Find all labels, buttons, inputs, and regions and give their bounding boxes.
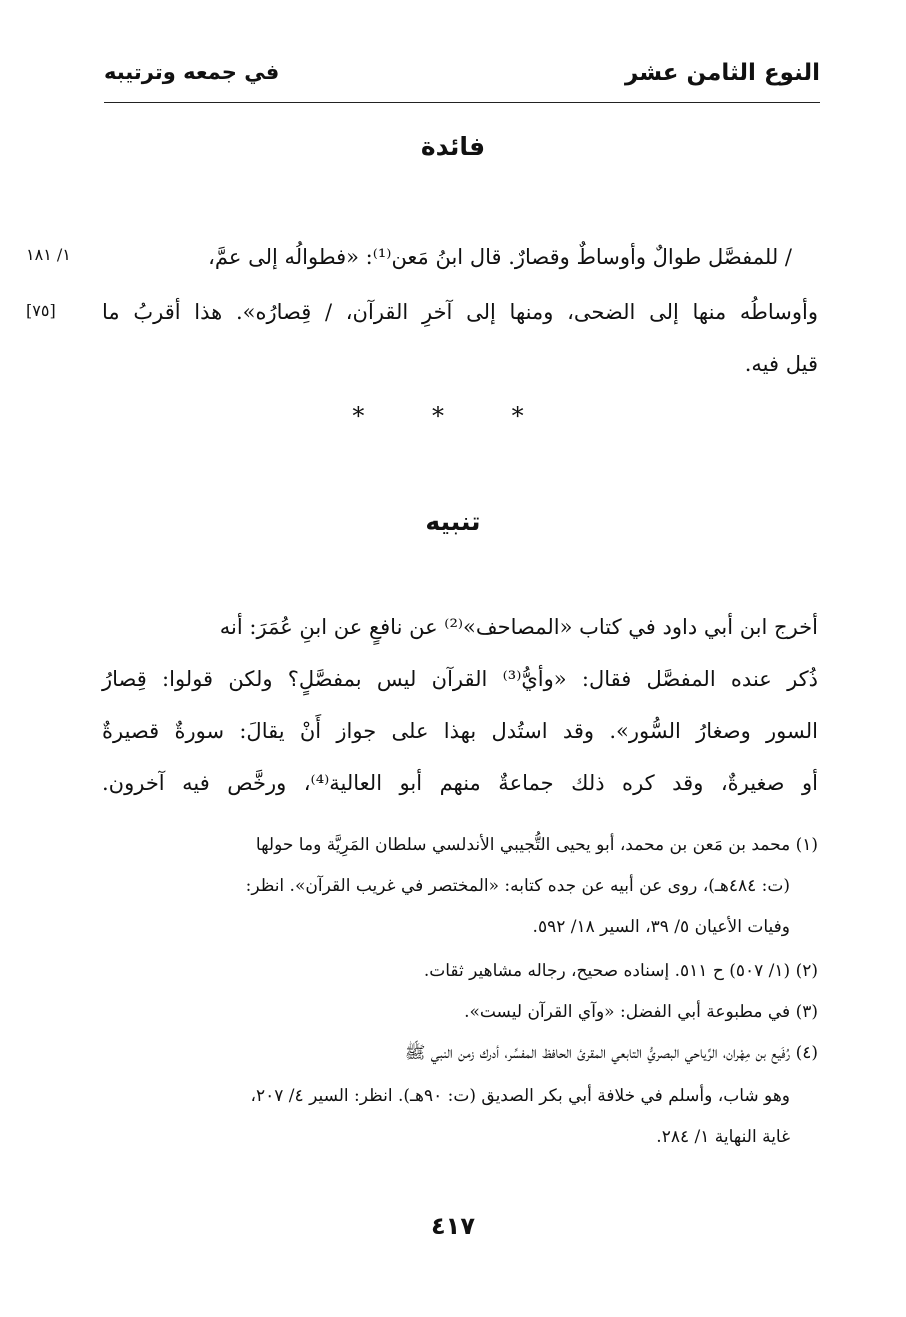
footnote-4-line: وهو شاب، وأسلم في خلافة أبي بكر الصديق (ت: ٩٠هـ). انظر: السير ٤/ ٢٠٧، — [250, 1086, 790, 1106]
paragraph-line: وأوساطُه منها إلى الضحى، ومنها إلى آخرِ القرآن، / قِصارُه». هذا أقربُ ما — [102, 300, 818, 324]
footnote-4-line: غاية النهاية ١/ ٢٨٤. — [656, 1127, 790, 1147]
footnote-2: (٢) (١/ ٥٠٧) ح ٥١١. إسناده صحيح، رجاله مشاهير ثقات. — [423, 961, 818, 981]
paragraph-line: / للمفصَّل طوالٌ وأوساطٌ وقصارٌ. قال ابنُ مَعن⁽¹⁾: «فطوالُه إلى عمَّ، — [208, 245, 792, 269]
header-rule — [104, 102, 820, 103]
section-separator: * * * — [352, 402, 554, 430]
margin-volume-ref: ١/ ١٨١ — [26, 245, 71, 264]
paragraph-line: السور وصغارُ السُّور». وقد استُدل بهذا على جواز أَنْ يقالَ: سورةٌ قصيرةٌ — [102, 719, 818, 743]
section-title-tanbih: تنبيه — [425, 507, 481, 536]
topic-heading: في جمعه وترتيبه — [104, 60, 280, 84]
margin-page-ref: [٧٥] — [26, 301, 56, 320]
footnote-4-line: (٤) رُفَيع بن مِهْران، الرِّياحي البصريُّ التابعي المقرئ الحافظ المفسِّر، أدرك زمن النبي ﷺ — [404, 1043, 818, 1063]
running-header — [104, 60, 820, 100]
footnote-3: (٣) في مطبوعة أبي الفضل: «وآي القرآن ليست». — [464, 1002, 818, 1022]
footnote-1-line: وفيات الأعيان ٥/ ٣٩، السير ١٨/ ٥٩٢. — [532, 917, 790, 937]
paragraph-line: ذُكر عنده المفصَّل فقال: «وأيُّ⁽³⁾ القرآن ليس بمفصَّلٍ؟ ولكن قولوا: قِصارُ — [102, 667, 819, 691]
footnote-1-line: (١) محمد بن مَعن بن محمد، أبو يحيى التُّجيبي الأندلسي سلطان المَرِيَّة وما حولها — [255, 835, 818, 855]
section-title-faida: فائدة — [420, 132, 486, 161]
paragraph-line: قيل فيه. — [744, 352, 818, 376]
paragraph-line: أو صغيرةٌ، وقد كره ذلك جماعةٌ منهم أبو العالية⁽⁴⁾، ورخَّص فيه آخرون. — [102, 771, 818, 795]
page-number: ٤١٧ — [431, 1212, 475, 1240]
footnote-1-line: (ت: ٤٨٤هـ)، روى عن أبيه عن جده كتابه: «المختصر في غريب القرآن». انظر: — [245, 876, 790, 896]
chapter-heading: النوع الثامن عشر — [625, 60, 820, 86]
paragraph-line: أخرج ابن أبي داود في كتاب «المصاحف»⁽²⁾ عن نافعٍ عن ابنِ عُمَرَ: أنه — [219, 615, 818, 639]
